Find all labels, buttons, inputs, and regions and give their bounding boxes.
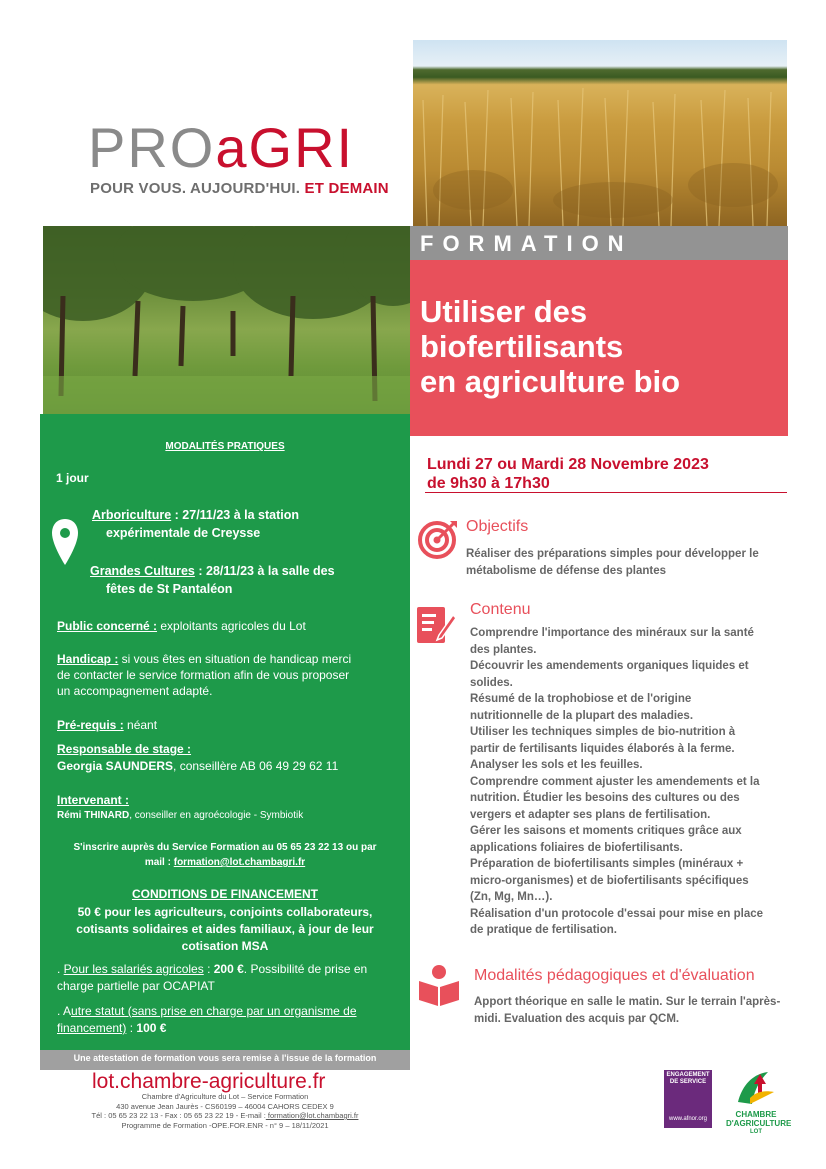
pedago-line-2: midi. Evaluation des acquis par QCM.	[474, 1012, 680, 1025]
gc-line-2: fêtes de St Pantaléon	[106, 582, 233, 596]
contenu-line: Résumé de la trophobiose et de l'origine	[470, 693, 692, 705]
pedago-heading: Modalités pédagogiques et d'évaluation	[474, 967, 755, 984]
contenu-line: nutrition. Étudier les besoins des cultures ou des	[470, 792, 740, 804]
resp-line	[57, 758, 338, 774]
proagri-logo	[88, 118, 354, 178]
title-line: en agriculture bio	[420, 364, 681, 399]
chambre-agriculture-logo-icon	[734, 1068, 776, 1108]
pedago-line-1: Apport théorique en salle le matin. Sur le terrain l'après-	[474, 996, 781, 1008]
financing-text: 50 € pour les agriculteurs, conjoints collaborateurs, cotisants solidaires et aides familiaux, à jour de leur cotisation MSA	[76, 905, 374, 953]
contenu-line: Utiliser les techniques simples de bio-nutrition à	[470, 726, 736, 738]
orchard-photo	[43, 226, 410, 414]
practical-panel	[40, 414, 410, 1050]
arbo-label: Arboriculture	[92, 508, 172, 522]
financing-heading: CONDITIONS DE FINANCEMENT	[132, 887, 318, 901]
other-price: 100 €	[136, 1021, 167, 1035]
ca-line-2: D'AGRICULTURE	[726, 1119, 792, 1128]
gc-label: Grandes Cultures	[90, 564, 195, 578]
interv-text: , conseiller en agroécologie - Symbiotik	[129, 810, 304, 821]
date-divider	[425, 492, 787, 493]
course-title	[420, 294, 680, 399]
formation-label: FORMATION	[420, 231, 633, 256]
inscription-line-1: S'inscrire auprès du Service Formation au 05 65 23 22 13 ou par	[73, 842, 377, 853]
date-line-2: de 9h30 à 17h30	[427, 475, 550, 492]
footer-line-2: 430 avenue Jean Jaurès - CS60199 – 46004 CAHORS CEDEX 9	[116, 1101, 334, 1111]
other-sep: :	[126, 1021, 137, 1035]
logo-pro: PRO	[88, 116, 216, 179]
prereq-line	[57, 717, 157, 733]
footer-line-1: Chambre d'Agriculture du Lot – Service Formation	[141, 1092, 309, 1101]
prereq-label: Pré-requis :	[57, 718, 124, 732]
gc-line-1	[90, 563, 335, 579]
inscription-email-link[interactable]: formation@lot.chambagri.fr	[173, 857, 306, 868]
contenu-line: micro-organismes) et de biofertilisants spécifiques	[470, 874, 749, 887]
badge-url: www.afnor.org	[668, 1116, 708, 1122]
footer-line-3	[40, 1111, 410, 1121]
tagline-a: POUR VOUS. AUJOURD'HUI.	[90, 180, 301, 197]
arbo-line-1	[92, 507, 299, 523]
wheat-field-photo	[413, 40, 787, 226]
interv-label: Intervenant :	[57, 793, 130, 807]
ca-line-3: LOT	[750, 1129, 762, 1135]
logo-agri: aGRI	[215, 116, 355, 179]
document-edit-icon	[415, 603, 457, 645]
resp-label: Responsable de stage :	[57, 742, 192, 756]
public-label: Public concerné :	[57, 619, 158, 633]
website-link[interactable]: lot.chambre-agriculture.fr	[92, 1070, 326, 1093]
badge-line-1: ENGAGEMENT	[666, 1072, 710, 1078]
inscription-line-2	[40, 855, 410, 871]
objectifs-heading: Objectifs	[466, 518, 529, 535]
inscription-mail-label: mail :	[144, 857, 174, 868]
contenu-line: de pratique de fertilisation.	[470, 924, 617, 936]
contenu-line: nutritionnelle de la plupart des maladies.	[470, 709, 694, 722]
reader-book-icon	[417, 963, 461, 1007]
other-bullet: . A	[57, 1004, 72, 1018]
handicap-block	[57, 651, 357, 699]
ca-line-1: CHAMBRE	[735, 1110, 777, 1119]
objectifs-text: Réaliser des préparations simples pour développer le métabolisme de défense des plantes	[466, 548, 759, 577]
contenu-line: partir de fertilisants liquides élaborés à la ferme.	[470, 742, 735, 755]
interv-name: Rémi THINARD	[57, 810, 130, 821]
public-line	[57, 618, 306, 634]
contenu-line: (Zn, Mg, Mn…).	[470, 891, 553, 903]
contenu-heading: Contenu	[470, 601, 531, 618]
resp-name: Georgia SAUNDERS	[57, 759, 174, 773]
handicap-text: si vous êtes en situation de handicap merci de contacter le service formation afin de vous proposer un accompagnement adapté.	[57, 652, 352, 698]
salaried-label: Pour les salariés agricoles	[63, 962, 204, 976]
interv-line	[57, 808, 303, 824]
contenu-line: Gérer les saisons et moments critiques grâce aux	[470, 825, 742, 837]
title-line: Utiliser des	[420, 294, 588, 329]
date-line-1: Lundi 27 ou Mardi 28 Novembre 2023	[427, 456, 709, 473]
arbo-text: : 27/11/23 à la station	[171, 508, 300, 522]
footer-address	[40, 1092, 410, 1130]
footer-contact: Tél : 05 65 23 22 13 - Fax : 05 65 23 22 19 - E-mail :	[91, 1111, 266, 1120]
prereq-text: néant	[123, 718, 158, 732]
attestation-text: Une attestation de formation vous sera remise à l'issue de la formation	[73, 1053, 377, 1063]
salaried-price: 200 €	[213, 962, 244, 976]
contenu-line: Préparation de biofertilisants simples (minéraux +	[470, 858, 744, 870]
tagline-b: ET DEMAIN	[304, 180, 389, 197]
footer-line-4: Programme de Formation -OPE.FOR.ENR - n° 9 – 18/11/2021	[121, 1120, 329, 1130]
engagement-service-text	[664, 1072, 712, 1123]
public-text: exploitants agricoles du Lot	[157, 619, 306, 633]
other-status-block	[57, 1003, 397, 1037]
contenu-line: Découvrir les amendements organiques liquides et	[470, 660, 749, 672]
duration: 1 jour	[56, 471, 89, 485]
contenu-line: Comprendre comment ajuster les amendements et la	[470, 775, 760, 788]
salaried-sep: :	[203, 962, 214, 976]
footer-email-link[interactable]: formation@lot.chambagri.fr	[265, 1111, 359, 1120]
contenu-line: applications foliaires de biofertilisants.	[470, 841, 683, 854]
salaried-bullet: .	[57, 962, 64, 976]
badge-line-2: DE SERVICE	[669, 1079, 707, 1085]
salaried-text: . Possibilité de prise en charge partielle par OCAPIAT	[57, 962, 368, 993]
practical-heading: MODALITÉS PRATIQUES	[165, 441, 285, 452]
logo-tagline	[90, 180, 389, 197]
chambre-agriculture-text	[726, 1110, 792, 1137]
resp-text: , conseillère AB 06 49 29 62 11	[173, 759, 339, 773]
contenu-line: Comprendre l'importance des minéraux sur la santé	[470, 627, 754, 639]
arbo-line-2: expérimentale de Creysse	[106, 526, 261, 540]
contenu-line: solides.	[470, 676, 513, 689]
pedago-text	[474, 994, 804, 1027]
contenu-line: vergers et adapter ses plans de fertilisation.	[470, 808, 711, 821]
title-line: biofertilisants	[420, 329, 624, 364]
handicap-label: Handicap :	[57, 652, 119, 666]
other-label: utre statut (sans prise en charge par un organisme de financement)	[57, 1004, 357, 1035]
contenu-line: des plantes.	[470, 643, 537, 656]
contenu-line: Analyser les sols et les feuilles.	[470, 759, 643, 771]
location-pin-icon	[50, 517, 80, 567]
target-icon	[417, 518, 459, 560]
salaried-block	[57, 961, 397, 995]
gc-text: : 28/11/23 à la salle des	[194, 564, 335, 578]
course-date	[427, 455, 709, 493]
contenu-line: Réalisation d'un protocole d'essai pour mise en place	[470, 907, 764, 920]
contenu-list	[470, 625, 790, 939]
